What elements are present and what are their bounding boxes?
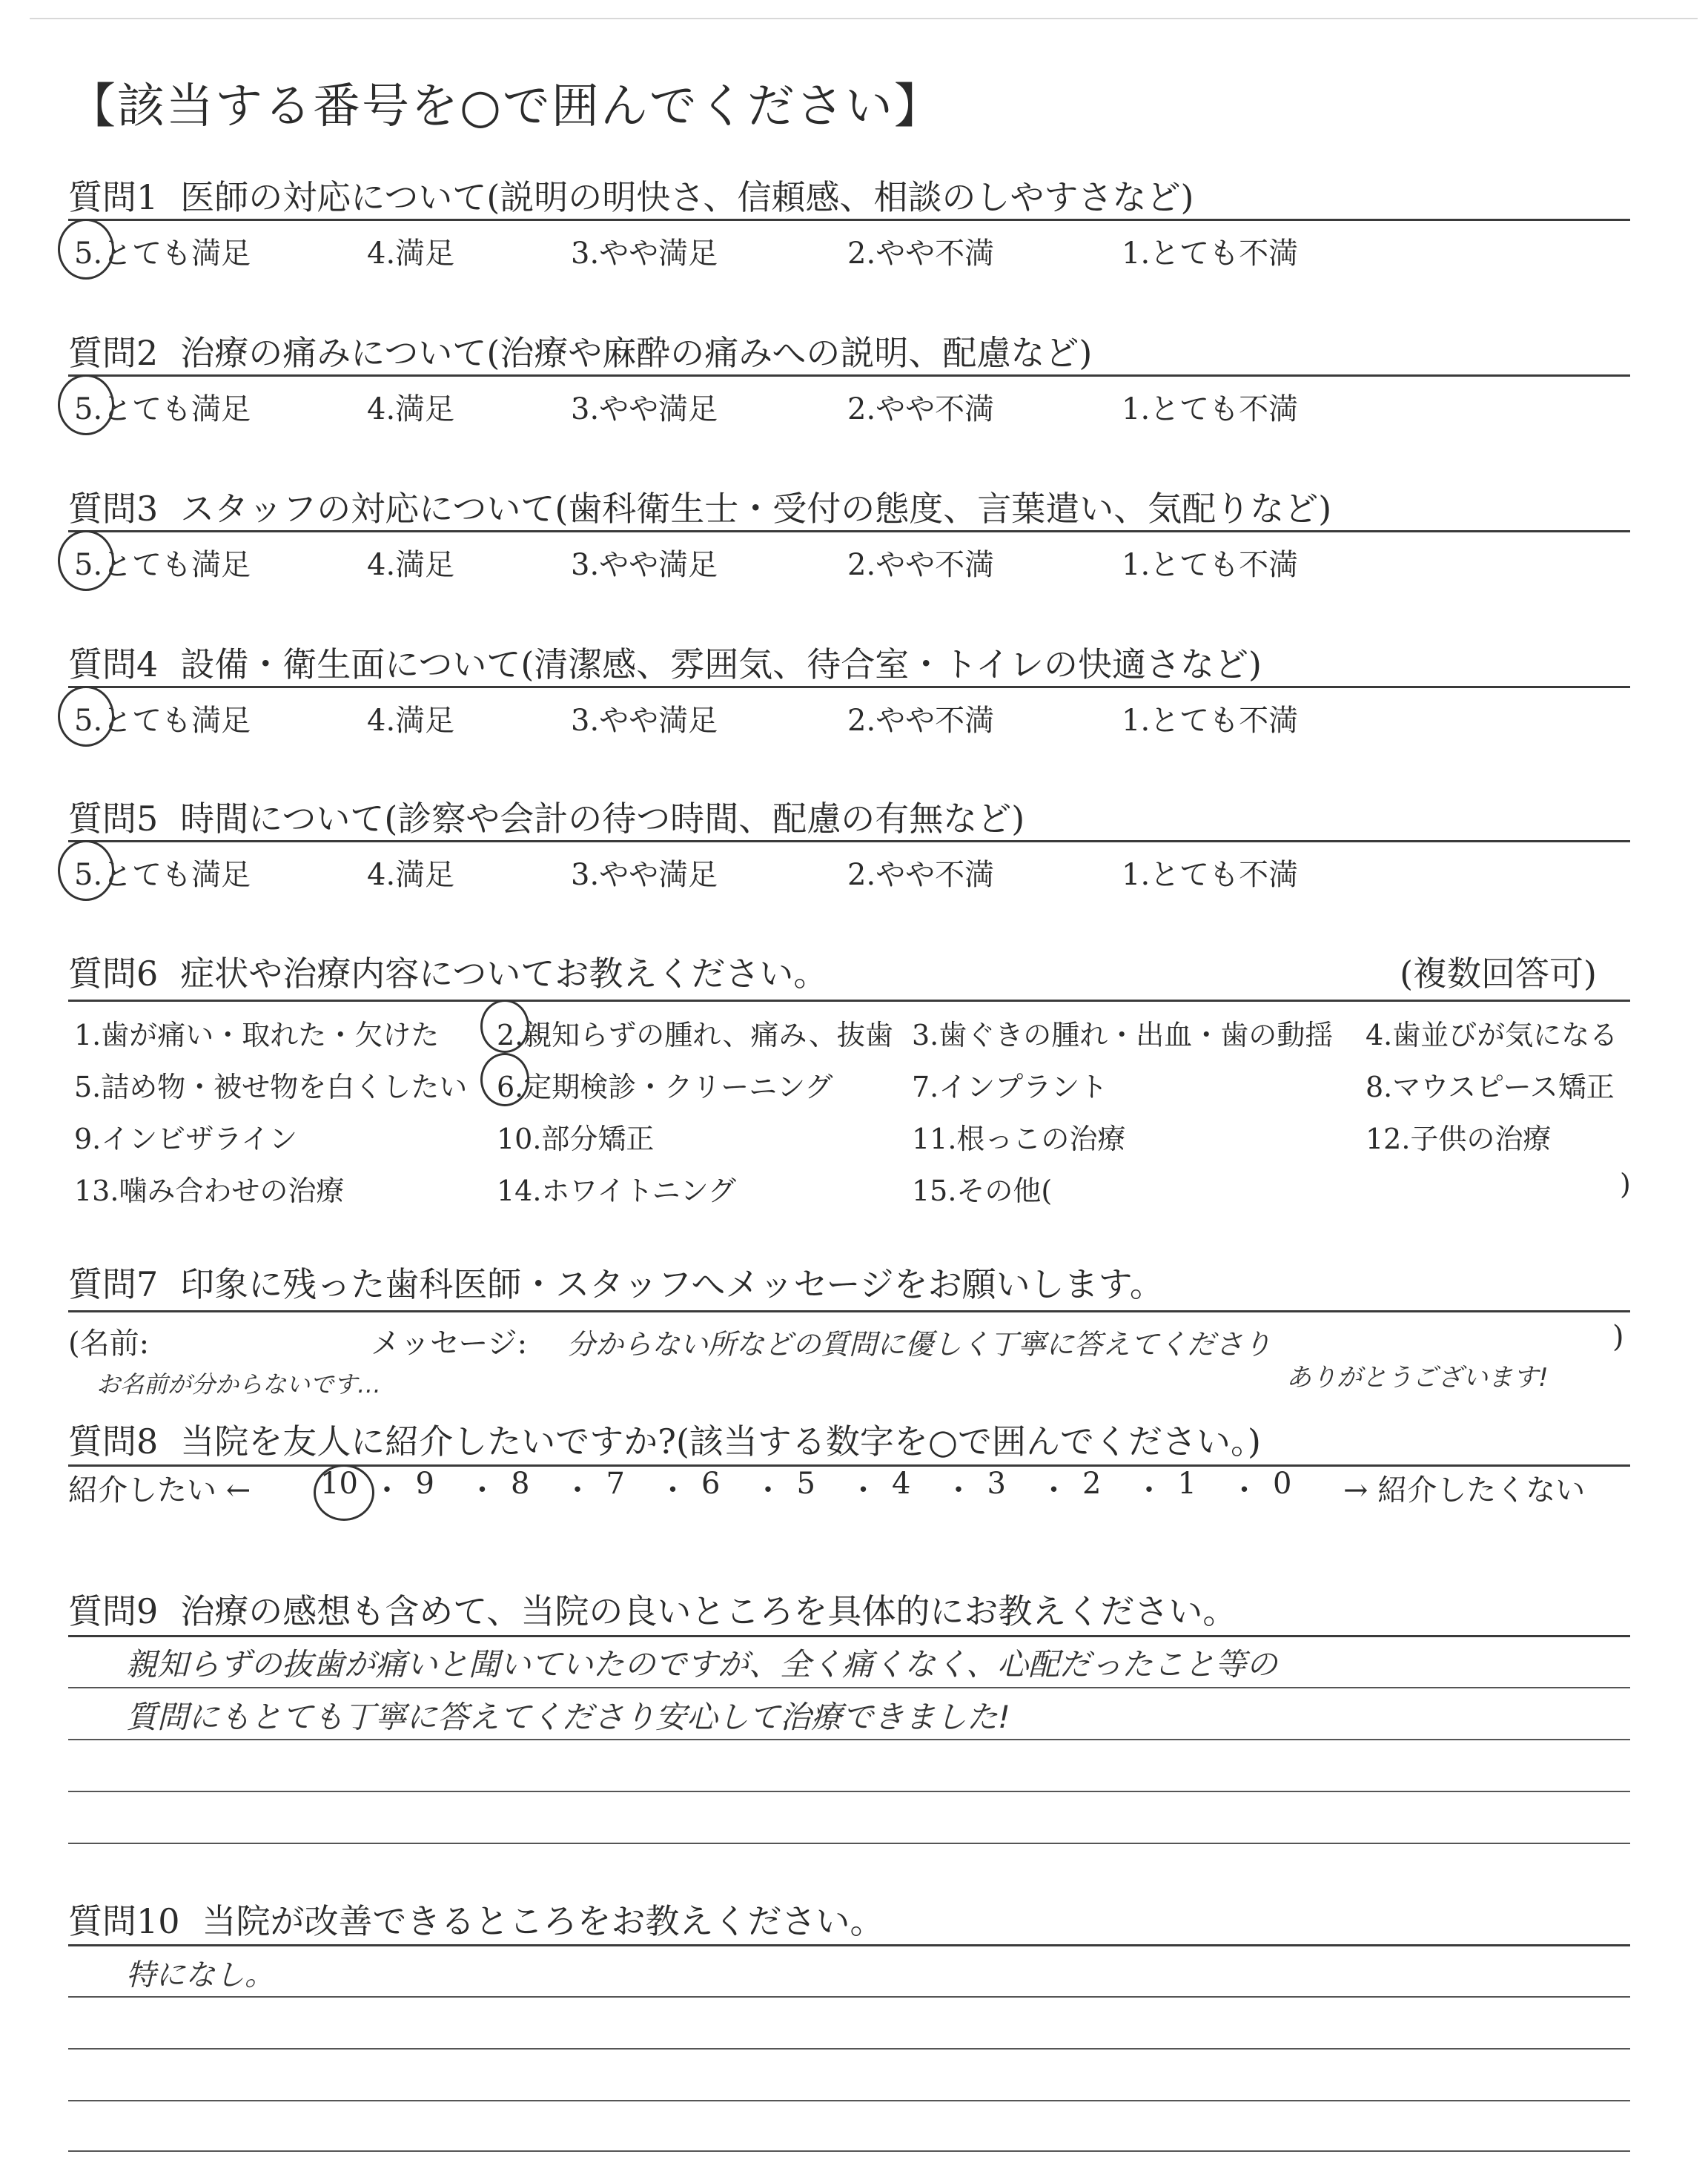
q4-rule xyxy=(68,686,1630,688)
q5-option-4[interactable]: 4.満足 xyxy=(367,858,455,892)
q8-scale-7[interactable]: 7 xyxy=(606,1467,625,1501)
q3-option-1[interactable]: 1.とても不満 xyxy=(1122,548,1299,582)
q1-option-5[interactable]: 5.とても満足 xyxy=(74,237,251,271)
q5-number: 質問5 xyxy=(68,799,159,839)
q6-option-12[interactable]: 12.子供の治療 xyxy=(1366,1123,1552,1155)
q1-option-3[interactable]: 3.やや満足 xyxy=(571,237,718,271)
form-header: 【該当する番号を○で囲んでください】 xyxy=(68,79,943,134)
q6-option-10[interactable]: 10.部分矯正 xyxy=(497,1123,655,1155)
q10-line-4 xyxy=(68,2150,1630,2152)
q8-scale-4[interactable]: 4 xyxy=(892,1467,911,1501)
q10-line-1 xyxy=(68,1996,1630,1998)
q3-options xyxy=(74,541,1631,580)
q8-scale-separator: ・ xyxy=(372,1473,402,1507)
q10-rule xyxy=(68,1944,1630,1946)
q7-title: 質問7 印象に残った歯科医師・スタッフへメッセージをお願いします。 xyxy=(68,1264,1164,1304)
q4-option-5[interactable]: 5.とても満足 xyxy=(74,704,251,738)
q3-title xyxy=(68,482,1331,531)
q4-number: 質問4 xyxy=(68,644,159,684)
q8-scale-10[interactable]: 10 xyxy=(320,1467,358,1501)
q6-title: 質問6 症状や治療内容についてお教えください。 xyxy=(68,954,828,994)
q1-options xyxy=(74,230,1631,271)
q9-answer-line2: 質問にもとても丁寧に答えてくださり安心して治療できました! xyxy=(126,1699,1010,1735)
q1-option-4[interactable]: 4.満足 xyxy=(367,237,455,271)
q9-title: 質問9 治療の感想も含めて、当院の良いところを具体的にお教えください。 xyxy=(68,1591,1237,1631)
q6-option-2[interactable]: 2.親知らずの腫れ、痛み、抜歯 xyxy=(497,1019,893,1051)
q8-scale-separator: ・ xyxy=(1134,1473,1164,1507)
q6-other-close-paren: ) xyxy=(1620,1168,1631,1200)
q8-scale-separator: ・ xyxy=(563,1473,592,1507)
q2-number: 質問2 xyxy=(68,333,159,373)
q9-line-2 xyxy=(68,1739,1630,1740)
q8-title: 質問8 当院を友人に紹介したいですか?(該当する数字を○で囲んでください。) xyxy=(68,1421,1261,1462)
q2-options xyxy=(74,386,1631,424)
q2-option-4[interactable]: 4.満足 xyxy=(367,392,455,426)
q3-option-5[interactable]: 5.とても満足 xyxy=(74,548,251,582)
q4-title xyxy=(68,638,1262,687)
q9-line-3 xyxy=(68,1791,1630,1792)
q4-option-4[interactable]: 4.満足 xyxy=(367,704,455,738)
q6-rule xyxy=(68,1000,1630,1002)
q5-option-3[interactable]: 3.やや満足 xyxy=(571,858,718,892)
q1-option-1[interactable]: 1.とても不満 xyxy=(1122,237,1299,271)
q8-scale-separator: ・ xyxy=(1039,1473,1069,1507)
q7-message-line2: ありがとうございます! xyxy=(1286,1363,1549,1393)
q3-rule xyxy=(68,530,1630,532)
q10-title: 質問10 当院が改善できるところをお教えください。 xyxy=(68,1901,884,1941)
q2-option-2[interactable]: 2.やや不満 xyxy=(847,392,995,426)
q8-scale-separator: ・ xyxy=(658,1473,688,1507)
q8-scale-9[interactable]: 9 xyxy=(415,1467,434,1501)
q1-rule xyxy=(68,219,1630,221)
q4-option-3[interactable]: 3.やや満足 xyxy=(571,704,718,738)
q6-option-9[interactable]: 9.インビザライン xyxy=(74,1123,298,1155)
q1-option-2[interactable]: 2.やや不満 xyxy=(847,237,995,271)
q8-scale-5[interactable]: 5 xyxy=(796,1467,815,1501)
q4-option-2[interactable]: 2.やや不満 xyxy=(847,704,995,738)
q6-option-8[interactable]: 8.マウスピース矯正 xyxy=(1366,1071,1615,1103)
q10-line-2 xyxy=(68,2048,1630,2050)
q6-option-14[interactable]: 14.ホワイトニング xyxy=(497,1175,737,1207)
q8-scale-6[interactable]: 6 xyxy=(701,1467,721,1501)
q2-text: 治療の痛みについて(治療や麻酔の痛みへの説明、配慮など) xyxy=(180,333,1093,373)
q6-option-7[interactable]: 7.インプラント xyxy=(912,1071,1108,1103)
q9-rule xyxy=(68,1635,1630,1637)
q8-scale-separator: ・ xyxy=(944,1473,973,1507)
q6-option-15[interactable]: 15.その他( xyxy=(912,1175,1053,1207)
q3-option-3[interactable]: 3.やや満足 xyxy=(571,548,718,582)
q6-option-13[interactable]: 13.噛み合わせの治療 xyxy=(74,1175,345,1207)
q3-number: 質問3 xyxy=(68,489,159,529)
q8-scale-0[interactable]: 0 xyxy=(1273,1467,1292,1501)
q4-option-1[interactable]: 1.とても不満 xyxy=(1122,704,1299,738)
q3-option-4[interactable]: 4.満足 xyxy=(367,548,455,582)
q6-option-11[interactable]: 11.根っこの治療 xyxy=(912,1123,1126,1155)
q8-scale-3[interactable]: 3 xyxy=(987,1467,1006,1501)
q10-line-3 xyxy=(68,2100,1630,2101)
q6-option-3[interactable]: 3.歯ぐきの腫れ・出血・歯の動揺 xyxy=(912,1019,1334,1051)
q7-message-line1: 分からない所などの質問に優しく丁寧に答えてくださり xyxy=(567,1328,1272,1361)
q5-option-1[interactable]: 1.とても不満 xyxy=(1122,858,1299,892)
q8-scale-8[interactable]: 8 xyxy=(511,1467,530,1501)
q2-title xyxy=(68,326,1092,375)
q1-text: 医師の対応について(説明の明快さ、信頼感、相談のしやすさなど) xyxy=(180,177,1194,217)
q7-rule xyxy=(68,1310,1630,1312)
q7-message-label: メッセージ: xyxy=(371,1327,528,1361)
q2-option-3[interactable]: 3.やや満足 xyxy=(571,392,718,426)
top-border xyxy=(30,18,1698,19)
q6-option-5[interactable]: 5.詰め物・被せ物を白くしたい xyxy=(74,1071,468,1103)
q10-answer: 特になし。 xyxy=(126,1958,274,1992)
q8-scale xyxy=(68,1467,1632,1511)
q2-rule xyxy=(68,374,1630,377)
q5-text: 時間について(診察や会計の待つ時間、配慮の有無など) xyxy=(180,799,1025,839)
q9-line-1 xyxy=(68,1687,1630,1688)
q7-name-label: (名前: xyxy=(68,1327,150,1361)
q7-close-paren: ) xyxy=(1612,1320,1624,1354)
q8-scale-separator: ・ xyxy=(1229,1473,1260,1507)
q6-option-4[interactable]: 4.歯並びが気になる xyxy=(1366,1019,1618,1051)
q8-scale-separator: ・ xyxy=(753,1473,783,1507)
q8-scale-2[interactable]: 2 xyxy=(1082,1467,1102,1501)
q5-options xyxy=(74,851,1631,890)
q4-options xyxy=(74,697,1631,736)
q9-line-4 xyxy=(68,1843,1630,1844)
q6-option-6[interactable]: 6.定期検診・クリーニング xyxy=(497,1071,833,1103)
q5-option-5[interactable]: 5.とても満足 xyxy=(74,858,251,892)
q2-option-1[interactable]: 1.とても不満 xyxy=(1122,392,1299,426)
q2-option-5[interactable]: 5.とても満足 xyxy=(74,392,251,426)
q8-scale-1[interactable]: 1 xyxy=(1177,1467,1196,1501)
q6-note: (複数回答可) xyxy=(1400,954,1597,994)
q3-text: スタッフの対応について(歯科衛生士・受付の態度、言葉遣い、気配りなど) xyxy=(180,489,1332,529)
q5-option-2[interactable]: 2.やや不満 xyxy=(847,858,995,892)
q8-scale-separator: ・ xyxy=(848,1473,878,1507)
q5-rule xyxy=(68,840,1630,842)
q8-scale-separator: ・ xyxy=(467,1473,497,1507)
q5-title xyxy=(68,792,1025,841)
q4-text: 設備・衛生面について(清潔感、雰囲気、待合室・トイレの快適さなど) xyxy=(180,644,1262,684)
q1-number: 質問1 xyxy=(68,177,159,217)
q1-title xyxy=(68,171,1194,219)
q8-left-label: 紹介したい ← xyxy=(68,1473,251,1507)
q8-right-label: → 紹介したくない xyxy=(1343,1473,1586,1507)
q7-name-note: お名前が分からないです… xyxy=(96,1370,382,1398)
q3-option-2[interactable]: 2.やや不満 xyxy=(847,548,995,582)
q6-option-1[interactable]: 1.歯が痛い・取れた・欠けた xyxy=(74,1019,440,1051)
q9-answer-line1: 親知らずの抜歯が痛いと聞いていたのですが、全く痛くなく、心配だったこと等の xyxy=(126,1646,1278,1682)
